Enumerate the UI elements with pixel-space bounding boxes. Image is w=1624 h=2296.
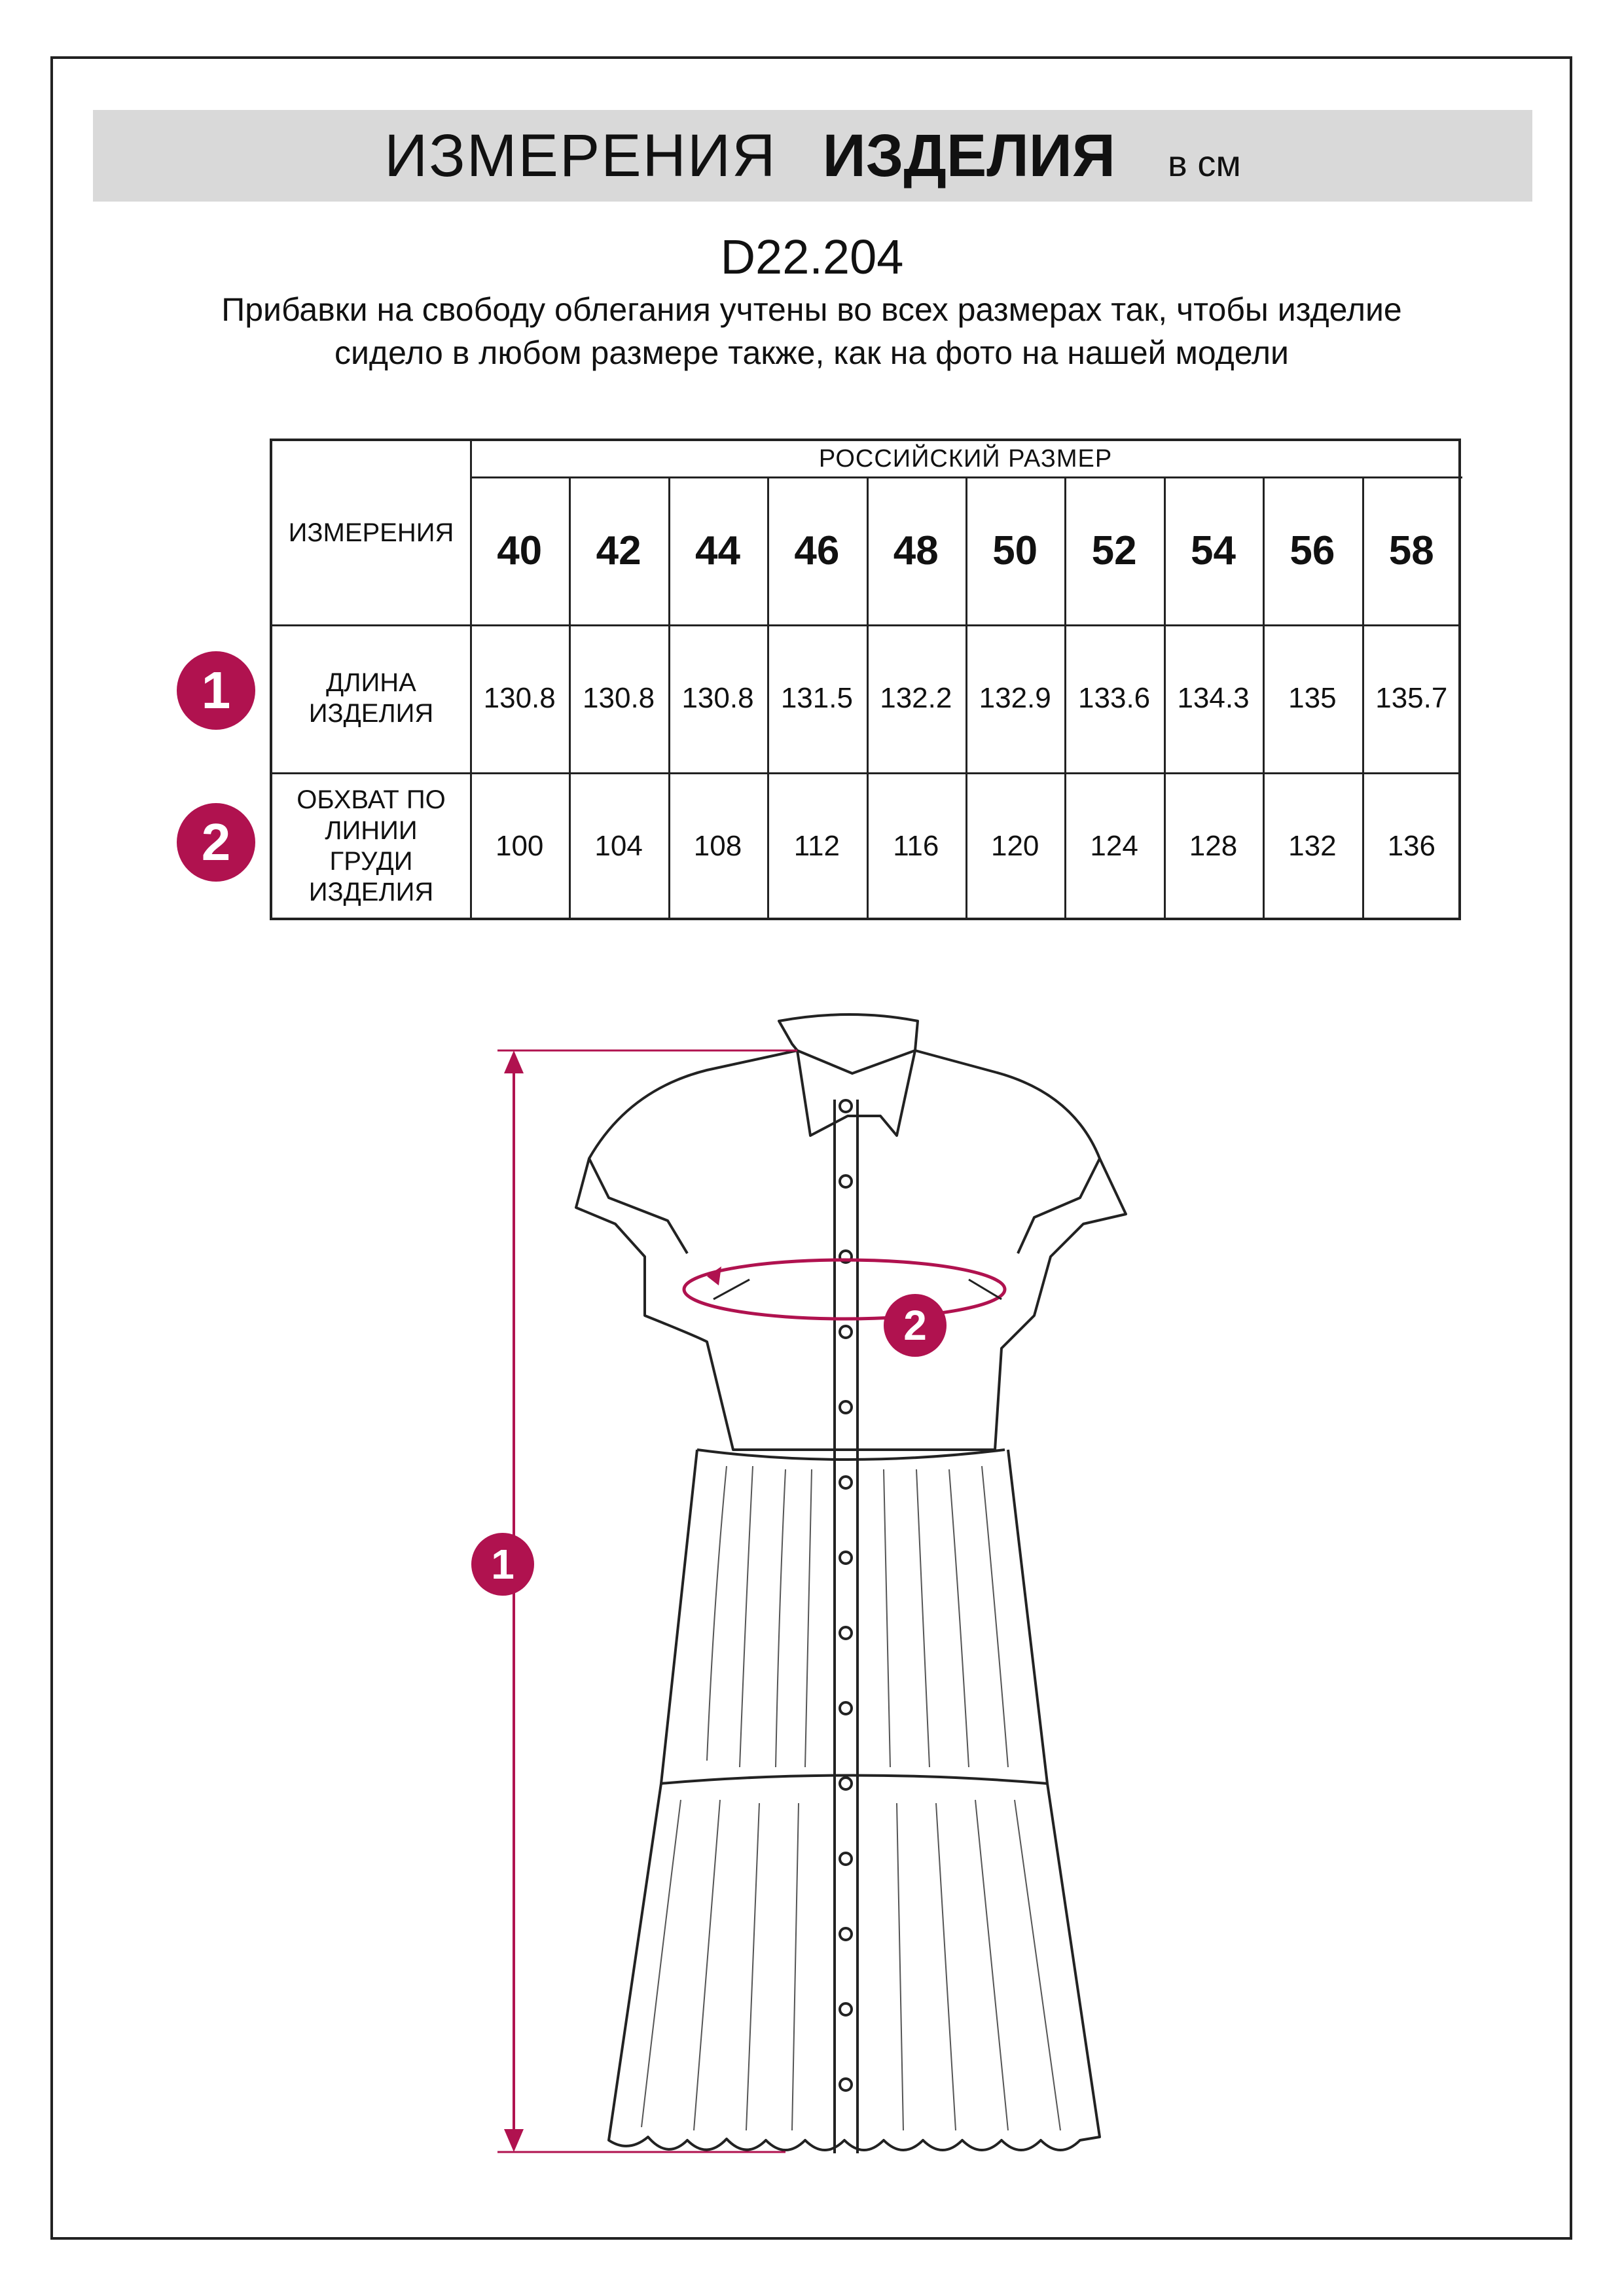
size-header-cell: 48 (893, 528, 939, 573)
buttons (840, 1100, 852, 2090)
table-value-cell: 132 (1288, 830, 1337, 862)
size-group-label: РОССИЙСКИЙ РАЗМЕР (818, 444, 1113, 473)
size-header-cell: 42 (596, 528, 641, 573)
button (840, 1778, 852, 1789)
table-value-cell: 116 (893, 830, 939, 862)
table-value-cell: 135 (1288, 682, 1337, 714)
right-sleeve (1018, 1158, 1100, 1253)
header-title-bold: ИЗДЕЛИЯ (822, 122, 1116, 189)
table-value-cell: 130.8 (681, 682, 754, 714)
button (840, 1552, 852, 1564)
button (840, 1100, 852, 1112)
size-header-cell: 46 (794, 528, 840, 573)
table-value-cell: 128 (1189, 830, 1238, 862)
table-value-cell: 130.8 (583, 682, 655, 714)
table-value-cell: 131.5 (780, 682, 853, 714)
table-value-cell: 136 (1387, 830, 1435, 862)
table-value-cell: 108 (693, 830, 742, 862)
button (840, 1326, 852, 1338)
row-marker-1: 1 (177, 651, 255, 730)
diagram-marker-2: 2 (884, 1294, 947, 1357)
row-label-chest: ОБХВАТ ПО ЛИНИИ ГРУДИ ИЗДЕЛИЯ (297, 785, 446, 906)
header-unit: в см (1168, 143, 1241, 184)
size-header-cell: 52 (1091, 528, 1137, 573)
table-value-cell: 120 (990, 830, 1039, 862)
button (840, 2079, 852, 2090)
table-value-cell: 130.8 (483, 682, 556, 714)
button (840, 1928, 852, 1940)
button (840, 1702, 852, 1714)
table-value-cell: 112 (793, 830, 840, 862)
row-marker-2: 2 (177, 803, 255, 882)
header-title-regular: ИЗМЕРЕНИЯ (384, 122, 777, 189)
fit-description: Прибавки на свободу облегания учтены во всех размерах так, чтобы изделие сидело в любом размере также, как на фото на нашей модели (221, 291, 1402, 371)
table-value-cell: 124 (1090, 830, 1138, 862)
table-value-cell: 135.7 (1375, 682, 1448, 714)
size-header-cell: 56 (1290, 528, 1335, 573)
size-header-cell: 50 (992, 528, 1038, 573)
dress-bodice-outline-right (841, 1050, 1126, 1450)
button (840, 1175, 852, 1187)
table-value-cell: 133.6 (1078, 682, 1151, 714)
table-value-cell: 132.9 (979, 682, 1051, 714)
article-code: D22.204 (720, 230, 904, 284)
button (840, 1627, 852, 1639)
row-label-length: ДЛИНА ИЗДЕЛИЯ (308, 668, 434, 728)
button (840, 1477, 852, 1488)
table-value-cell: 104 (594, 830, 643, 862)
upper-skirt-tier (661, 1450, 1047, 1784)
button (840, 2003, 852, 2015)
left-sleeve (589, 1158, 687, 1253)
table-value-cell: 132.2 (880, 682, 952, 714)
dress-bodice-outline (576, 1050, 916, 1450)
corner-label: ИЗМЕРЕНИЯ (288, 518, 454, 547)
button (840, 1401, 852, 1413)
size-header-cell: 44 (695, 528, 740, 573)
size-header-cell: 54 (1191, 528, 1236, 573)
table-value-cell: 134.3 (1177, 682, 1250, 714)
waist-seam (697, 1450, 1005, 1460)
table-value-cell: 100 (495, 830, 544, 862)
lower-skirt-tier (609, 1784, 1100, 2150)
button (840, 1853, 852, 1865)
collar (779, 1014, 918, 1136)
size-header-cell: 58 (1388, 528, 1434, 573)
diagram-marker-1: 1 (471, 1533, 534, 1596)
size-header-cell: 40 (497, 528, 543, 573)
